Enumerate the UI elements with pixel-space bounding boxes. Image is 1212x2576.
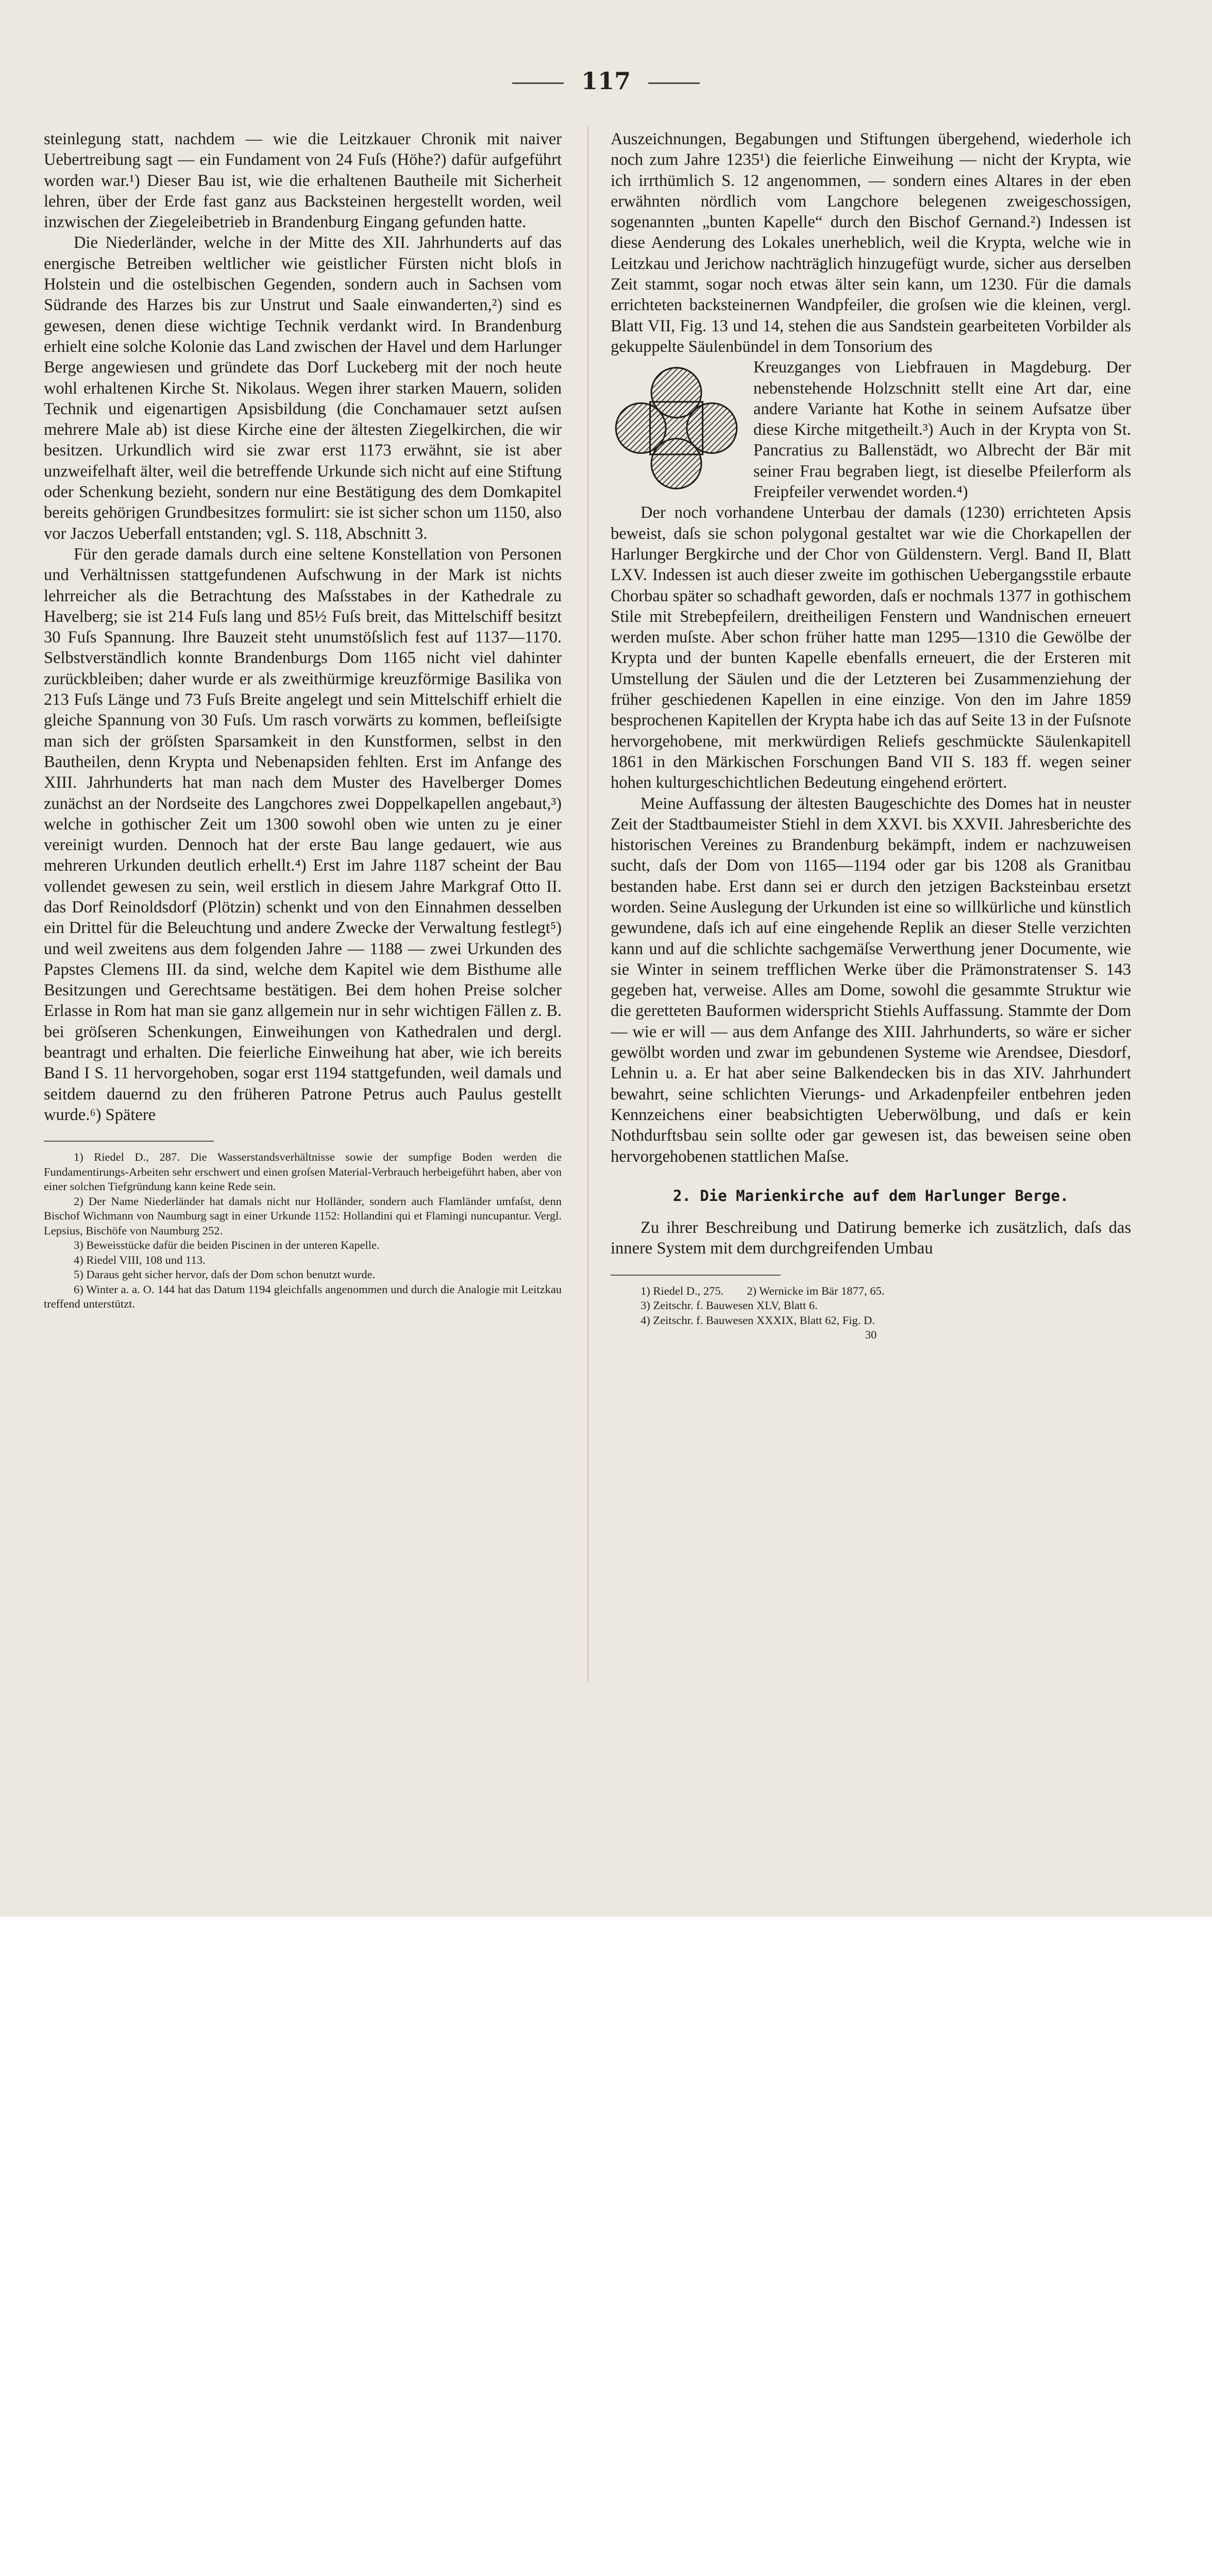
- body-paragraph: Für den gerade damals durch eine seltene Konstellation von Personen und Verhältnissen stattgefundenen Aufschwung in der Mark ist nichts lehrreicher als die Betrachtung des Maſsstabes in der Kathedrale zu Havelberg; sie ist 214 Fuſs lang und 85½ Fuſs breit, das Mittelschiff besitzt 30 Fuſs Spannung. Ihre Bauzeit steht unumstöſslich fest auf 1137—1170. Selbstverständlich konnte Brandenburgs Dom 1165 nicht viel dahinter zurückbleiben; daher wurde er als zweithürmige kreuzförmige Basilika von 213 Fuſs Länge und 73 Fuſs Breite angelegt und sein Mittelschiff erhielt die gleiche Spannung von 30 Fuſs. Um rasch vorwärts zu kommen, befleiſsigte man sich der gröſsten Sparsamkeit in den Kunstformen, selbst in den Bautheilen, denn Krypta und Nebenapsiden fehlten. Erst im Anfange des XIII. Jahrhunderts hat man nach dem Muster des Havelberger Domes zunächst an der Nordseite des Langchores zwei Doppelkapellen angebaut,³) welche in gothischer Zeit um 1300 sowohl oben wie unten zu je einer vereinigt wurden. Dennoch hat der erste Bau lange gedauert, wie aus mehreren Urkunden deutlich erhellt.⁴) Erst im Jahre 1187 scheint der Bau vollendet gewesen zu sein, weil erstlich in diesem Jahre Markgraf Otto II. das Dorf Reinoldsdorf (Plötzin) schenkt und von den Einnahmen desselben ein Drittel für die Beleuchtung und andere Zwecke der Verwaltung festlegt⁵) und weil zweitens aus dem folgenden Jahre — 1188 — zwei Urkunden des Papstes Clemens III. da sind, welche dem Kapitel wie dem Bisthume alle Besitzungen und Gerechtsame bestätigen. Bei dem hohen Preise solcher Erlasse in Rom hat man sie ganz allgemein nur in sehr wichtigen Fällen z. B. bei gröſseren Schenkungen, Einweihungen von Kathedralen und dergl. beantragt und erhalten. Die feierliche Einweihung hat aber, wie ich bereits Band I S. 11 hervorgehoben, sogar erst 1194 stattgefunden, weil damals und seitdem dauernd zu den früheren Patrone Petrus auch Paulus gestellt wurde.⁶) Spätere: [44, 545, 562, 1124]
- footnote: 4) Riedel VIII, 108 und 113.: [74, 1253, 206, 1266]
- left-footnotes: [44, 1150, 562, 1312]
- body-paragraph: Kreuzganges von Liebfrauen in Magdeburg. Der nebenstehende Holzschnitt stellt eine Art dar, eine andere Variante hat Kothe in seinem Aufsatze über diese Kirche mitgetheilt.³) Auch in der Krypta von St. Pancratius zu Ballenstädt, wo Albrecht der Bär mit seiner Frau begraben liegt, ist dieselbe Pfeilerform als Freipfeiler verwendet worden.⁴): [753, 358, 1131, 502]
- signature-mark: 30: [865, 1328, 877, 1342]
- footnote-rule: [44, 1141, 214, 1142]
- footnote: 1) Riedel D., 275. 2) Wernicke im Bär 1877, 65.: [641, 1284, 885, 1297]
- footnote: 5) Daraus geht sicher hervor, daſs der Dom schon benutzt wurde.: [74, 1268, 376, 1281]
- footnote: 1) Riedel D., 287. Die Wasserstandsverhältnisse sowie der sumpfige Boden werden die Fundamentirungs-Arbeiten sehr erschwert und einen groſsen Material-Verbrauch herbeigeführt haben, aber von einer solchen Tiefgründung kann keine Rede sein.: [44, 1150, 562, 1193]
- right-column: [611, 129, 1131, 1343]
- left-column: [44, 129, 562, 1312]
- right-footnotes: [611, 1284, 1131, 1343]
- section-heading: 2. Die Marienkirche auf dem Harlunger Berge.: [672, 1187, 1069, 1205]
- column-divider: [587, 126, 588, 1682]
- footnote: 4) Zeitschr. f. Bauwesen XXXIX, Blatt 62, Fig. D.: [641, 1313, 875, 1327]
- viewer-footer: [0, 1917, 1212, 2031]
- body-paragraph: Meine Auffassung der ältesten Baugeschichte des Domes hat in neuster Zeit der Stadtbaumeister Stiehl in dem XXVI. bis XXVII. Jahresberichte des historischen Vereines zu Brandenburg bekämpft, indem er nachzuweisen sucht, daſs der Dom von 1165—1194 oder gar bis 1208 als Granitbau bestanden habe. Erst dann sei er durch den jetzigen Backsteinbau ersetzt worden. Seine Auslegung der Urkunden ist eine so willkürliche und künstlich gewundene, daſs ich auf eine eingehende Replik an dieser Stelle verzichten kann und auf die schlichte sachgemäſse Verwerthung jener Documente, wie sie Winter in seinem trefflichen Werke über die Prämonstratenser S. 143 gegeben hat, verweise. Alles am Dome, sowohl die gesammte Struktur wie die geretteten Bauformen widerspricht Stiehls Auffassung. Stammte der Dom — wie er will — aus dem Anfange des XIII. Jahrhunderts, so wäre er sicher gewölbt worden und zwar im gebundenen Systeme wie Arendsee, Diesdorf, Lehnin u. a. Er hat aber seine Balkendecken bis in das XIV. Jahrhundert bewahrt, seine schlichten Vierungs- und Arkadenpfeiler entbehren jeden Kennzeichens einer beabsichtigten Ueberwölbung, und daſs er kein Nothdurftsbau sein sollte oder gar gewesen ist, das beweisen seine oben hervorgehobenen stattlichen Maſse.: [611, 794, 1131, 1166]
- footnote: 3) Beweisstücke dafür die beiden Piscinen in der unteren Kapelle.: [74, 1239, 380, 1252]
- body-paragraph: Der noch vorhandene Unterbau der damals (1230) errichteten Apsis beweist, daſs sie schon polygonal gestaltet war wie die Chorkapellen der Harlunger Bergkirche und der Chor von Güldenstern. Vergl. Band II, Blatt LXV. Indessen ist auch dieser zweite im gothischen Uebergangsstile erbaute Chorbau später so schadhaft geworden, daſs er nochmals 1377 in gothischem Stile mit Strebepfeilern, dreitheiligen Fenstern und Wandnischen erneuert werden muſste. Aber schon früher hatte man 1295—1310 die Gewölbe der Krypta und der bunten Kapelle ebenfalls erneuert, die der Ersteren mit Umstellung der Säulen und die der Letzteren bei Zusammenziehung der früher geschiedenen Kapellen in eine einzige. Von den im Jahre 1859 besprochenen Kapitellen der Krypta habe ich das auf Seite 13 in der Fuſsnote hervorgehobene, mit merkwürdigen Reliefs geschmückte Säulenkapitell 1861 in den Märkischen Forschungen Band VII S. 183 ff. wegen seiner hohen kulturgeschichtlichen Bedeutung eingehend erörtert.: [611, 503, 1131, 792]
- footnote: 3) Zeitschr. f. Bauwesen XLV, Blatt 6.: [641, 1299, 818, 1312]
- footnote: 6) Winter a. a. O. 144 hat das Datum 1194 gleichfalls angenommen und durch die Analogie mit Leitzkau treffend unterstützt.: [44, 1282, 562, 1311]
- page-number: 117: [581, 67, 631, 95]
- footnote: 2) Der Name Niederländer hat damals nicht nur Holländer, sondern auch Flamländer umfaſst, denn Bischof Wichmann von Naumburg sagt in einer Urkunde 1152: Hollandini qui et Flamingi nuncupantur. Vergl. Lepsius, Bischöfe von Naumburg 252.: [44, 1194, 562, 1237]
- header-rule-left: [512, 82, 564, 84]
- body-paragraph: Die Niederländer, welche in der Mitte des XII. Jahrhunderts auf das energische Betreiben weltlicher wie geistlicher Fürsten nicht bloſs in Holstein und die ostelbischen Gegenden, sondern auch in Sachsen vom Südrande des Harzes bis zur Unstrut und Saale einwanderten,²) sind es gewesen, denen diese wichtige Technik verdankt wird. In Brandenburg erhielt eine solche Kolonie das Land zwischen der Havel und dem Harlunger Berge angewiesen und gründete das Dorf Luckeberg mit der noch heute wohl erhaltenen Kirche St. Nikolaus. Wegen ihrer starken Mauern, soliden Technik und eigenartigen Apsisbildung (die Conchamauer setzt auſsen mehrere Male ab) ist diese Kirche eine der ältesten Ziegelkirchen, die wir besitzen. Urkundlich wird sie zwar erst 1173 erwähnt, sie ist aber unzweifelhaft älter, weil die betreffende Urkunde sich nicht auf eine Stiftung oder Schenkung bezieht, sondern nur eine Bestätigung des dem Domkapitel bereits gehörigen Grundbesitzes formulirt: sie ist sicher schon um 1150, also vor Jaczos Ueberfall entstanden; vgl. S. 118, Abschnitt 3.: [44, 233, 562, 543]
- body-paragraph: steinlegung statt, nachdem — wie die Leitzkauer Chronik mit naiver Uebertreibung sagt — ein Fundament von 24 Fuſs (Höhe?) dafür aufgeführt worden war.¹) Dieser Bau ist, wie die erhaltenen Bautheile mit Sicherheit lehren, über der Erde fast ganz aus Backsteinen hergestellt worden, weil inzwischen der Ziegeleibetrieb in Brandenburg Eingang gefunden hatte.: [44, 130, 562, 232]
- footnote-rule: [611, 1275, 781, 1276]
- pillar-cross-section-woodcut: [611, 361, 742, 495]
- body-paragraph: Zu ihrer Beschreibung und Datirung bemerke ich zusätzlich, daſs das innere System mit dem durchgreifenden Umbau: [611, 1218, 1131, 1258]
- page-header: [0, 67, 1212, 95]
- body-paragraph: Auszeichnungen, Begabungen und Stiftungen übergehend, wiederhole ich noch zum Jahre 1235¹) die feierliche Einweihung — nicht der Krypta, wie ich irrthümlich S. 12 angenommen, — sondern eines Altares in der eben erwähnten nördlich vom Langchore belegenen zweigeschossigen, sogenannten „bunten Kapelle“ durch den Bischof Gernand.²) Indessen ist diese Aenderung des Lokales unerheblich, weil die Krypta, welche wie in Leitzkau und Jerichow nachträglich hinzugefügt wurde, sicher aus derselben Zeit stammt, sogar noch etwas älter sein kann, um 1230. Für die damals errichteten backsteinernen Wandpfeiler, die groſsen wie die kleinen, vergl. Blatt VII, Fig. 13 und 14, stehen die aus Sandstein gearbeiteten Vorbilder als gekuppelte Säulenbündel in dem Tonsorium des: [611, 130, 1131, 356]
- header-rule-right: [648, 82, 700, 84]
